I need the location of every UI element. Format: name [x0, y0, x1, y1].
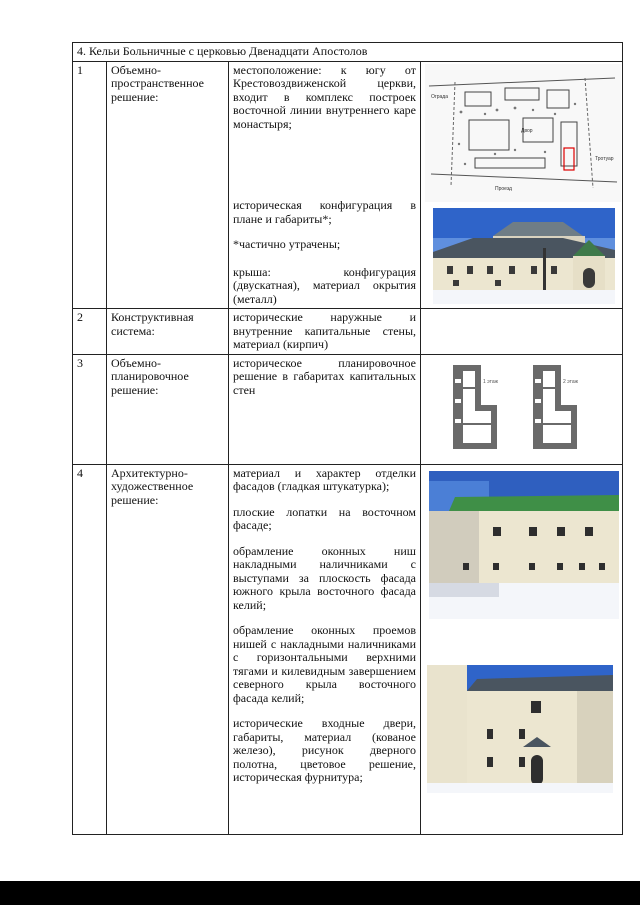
row-number: 1 — [73, 61, 107, 309]
map-label: Проезд — [495, 185, 512, 192]
row-number: 4 — [73, 464, 107, 834]
scan-bottom-edge — [0, 881, 640, 905]
description-paragraph: обрамление оконных ниш накладными наличниками с выступами за плоскость фасада южного крыла восточного фасада келий; — [233, 543, 416, 612]
site-plan-map — [425, 64, 621, 202]
table-heading: 4. Кельи Больничные с церковью Двенадцати Апостолов — [73, 43, 623, 62]
row-label: Архитектурно-художественное решение: — [107, 464, 229, 834]
row-description — [229, 61, 421, 309]
row-description — [229, 354, 421, 464]
description-paragraph: местоположение: к югу от Крестовоздвиженской церкви, входит в комплекс построек восточной линии внутреннего каре монастыря; — [233, 62, 416, 131]
description-paragraph: плоские лопатки на восточном фасаде; — [233, 504, 416, 532]
row-images — [421, 464, 623, 834]
table-row — [73, 464, 623, 834]
row-number: 2 — [73, 309, 107, 355]
description-paragraph: историческая конфигурация в плане и габариты*; — [233, 198, 416, 226]
row-images — [421, 309, 623, 355]
facade-photo-north — [427, 665, 613, 793]
map-label: Тротуар — [595, 155, 614, 162]
floor-plans — [425, 357, 621, 457]
map-label: Двор — [521, 127, 533, 134]
table-row — [73, 354, 623, 464]
row-label: Объемно-пространственное решение: — [107, 61, 229, 309]
building-photo — [433, 208, 615, 304]
plan-label: 2 этаж — [563, 378, 578, 385]
table-row — [73, 61, 623, 309]
description-paragraph: материал и характер отделки фасадов (гладкая штукатурка); — [233, 465, 416, 493]
map-label: Ограда — [431, 93, 448, 100]
description-paragraph: обрамление оконных проемов нишей с накладными наличниками с горизонтальными верхними тягами и килевидным завершением северного крыла восточного фасада келий; — [233, 623, 416, 705]
description-paragraph: исторические наружные и внутренние капитальные стены, материал (кирпич) — [233, 310, 416, 351]
table-row — [73, 309, 623, 355]
description-paragraph: *частично утрачены; — [233, 237, 341, 251]
monument-table — [72, 42, 623, 835]
plan-label: 1 этаж — [483, 378, 498, 385]
row-label: Конструктивная система: — [107, 309, 229, 355]
row-description — [229, 464, 421, 834]
description-paragraph: крыша: конфигурация (двускатная), материал окрытия (металл) — [233, 264, 416, 306]
row-description — [229, 309, 421, 355]
row-images — [421, 61, 623, 309]
row-label: Объемно-планировочное решение: — [107, 354, 229, 464]
row-number: 3 — [73, 354, 107, 464]
description-paragraph: исторические входные двери, габариты, материал (кованое железо), рисунок дверного полотна, цветовое решение, историческая фурнитура; — [233, 716, 416, 784]
facade-photo-south — [429, 471, 619, 619]
row-images — [421, 354, 623, 464]
description-paragraph: историческое планировочное решение в габаритах капитальных стен — [233, 355, 416, 397]
